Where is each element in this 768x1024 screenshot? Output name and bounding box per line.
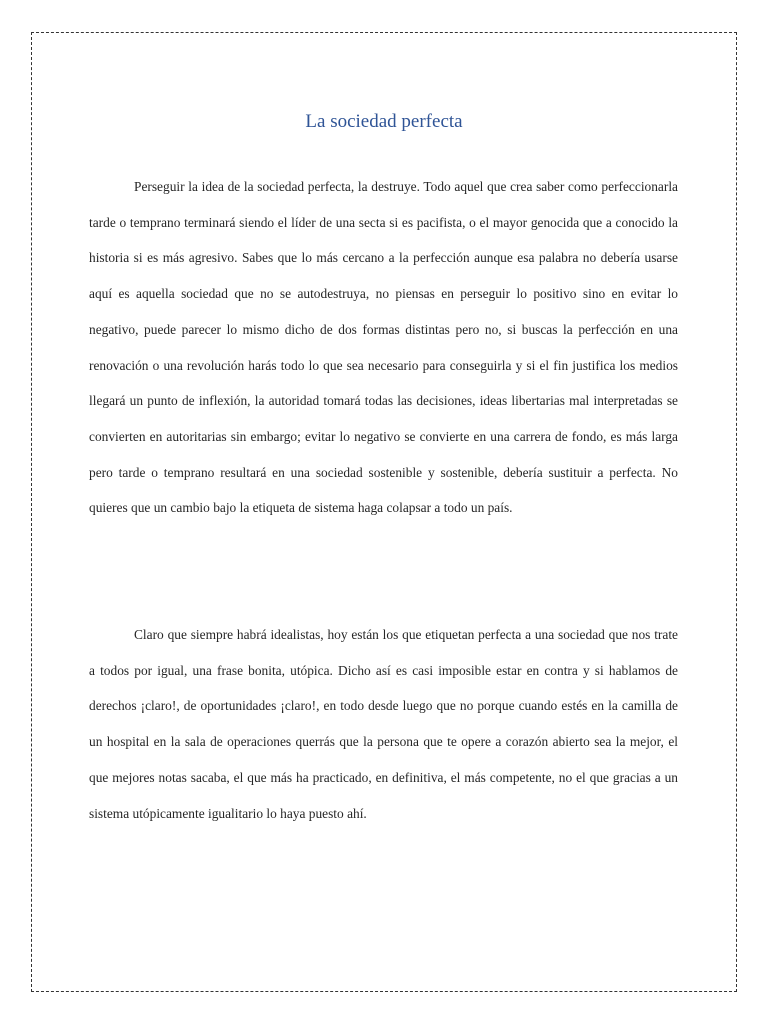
document-title: La sociedad perfecta — [305, 111, 463, 132]
paragraph-2: Claro que siempre habrá idealistas, hoy están los que etiquetan perfecta a una sociedad que nos trate a todos por igual, una frase bonita, utópica. Dicho así es casi imposible estar en contra y si hablamos de derechos ¡claro!, de oportunidades ¡claro!, en todo desde luego que no porque cuando estés en la camilla de un hospital en la sala de operaciones querrás que la persona que te opere a corazón abierto sea la mejor, el que mejores notas sacaba, el que más ha practicado, en definitiva, el más competente, no el que gracias a un sistema utópicamente igualitario lo haya puesto ahí. — [89, 627, 678, 821]
paragraph-1: Perseguir la idea de la sociedad perfecta, la destruye. Todo aquel que crea saber como perfeccionarla tarde o temprano terminará siendo el líder de una secta si es pacifista, o el mayor genocida que a conocido la historia si es más agresivo. Sabes que lo más cercano a la perfección aunque esa palabra no debería usarse aquí es aquella sociedad que no se autodestruya, no piensas en perseguir lo positivo sino en evitar lo negativo, puede parecer lo mismo dicho de dos formas distintas pero no, si buscas la perfección en una renovación o una revolución harás todo lo que sea necesario para conseguirla y si el fin justifica los medios llegará un punto de inflexión, la autoridad tomará todas las decisiones, ideas libertarias mal interpretadas se convierten en autoritarias sin embargo; evitar lo negativo se convierte en una carrera de fondo, es más larga pero tarde o temprano resultará en una sociedad sostenible y sostenible, debería sustituir a perfecta. No quieres que un cambio bajo la etiqueta de sistema haga colapsar a todo un país. — [89, 179, 678, 516]
